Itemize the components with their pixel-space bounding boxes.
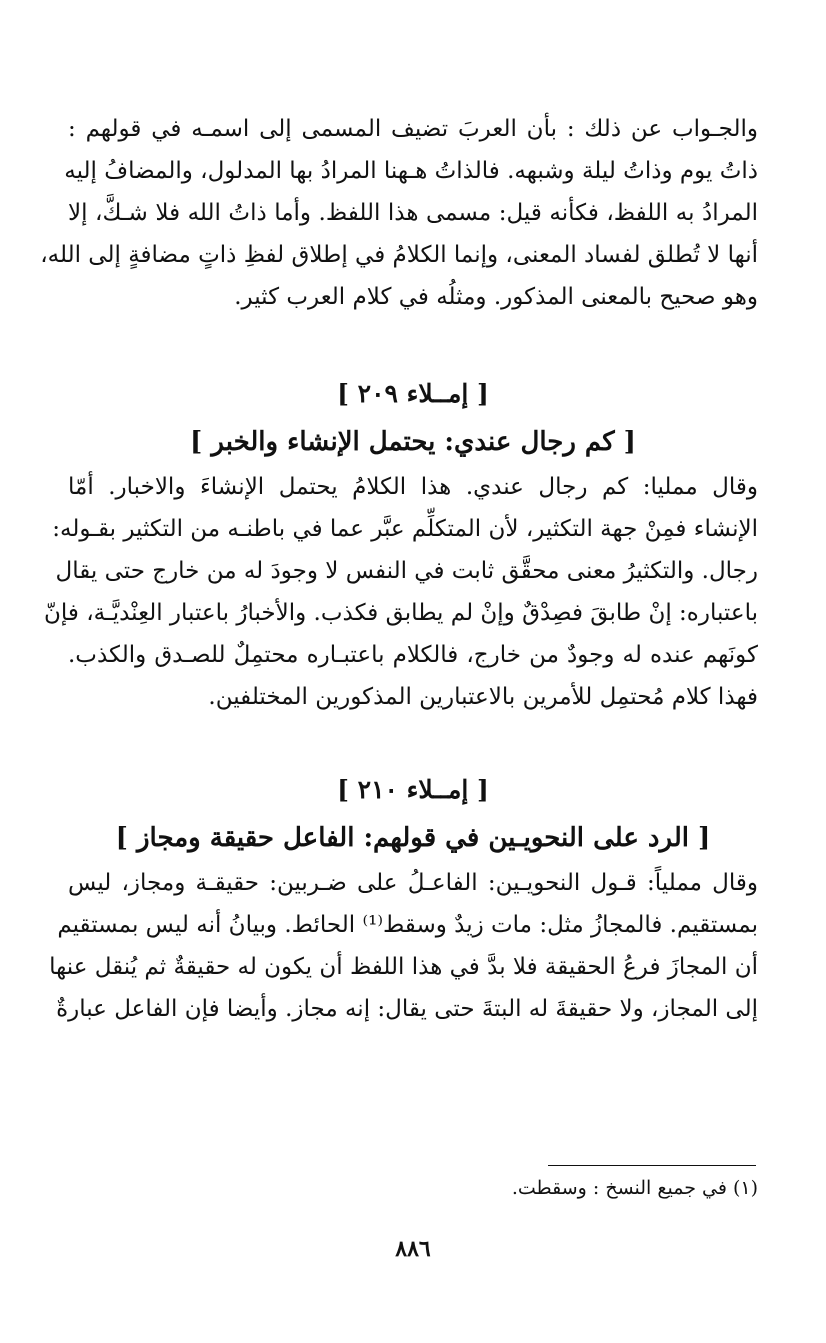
text-line: باعتباره: إنْ طابقَ فصِدْقٌ وإنْ لم يطابق فكذب. والأخبارُ باعتبار العِنْديَّـة، فإنّ: [44, 600, 758, 626]
text-line: المرادُ به اللفظ، فكأنه قيل: مسمى هذا اللفظ. وأما ذاتُ الله فلا شـكَّ، إلا: [68, 200, 758, 226]
text-line: كونَهم عنده له وجودٌ من خارج، فالكلام باعتبـاره محتمِلٌ للصـدق والكذب.: [68, 642, 758, 668]
text-line: رجال. والتكثيرُ معنى محقَّق ثابت في النفس لا وجودَ له من خارج حتى يقال: [55, 558, 758, 584]
imla-209-paragraph: [44, 466, 758, 718]
text-line: وقال مملياً: قـول النحويـين: الفاعـلُ على ضـربين: حقيقـة ومجاز، ليس: [68, 870, 758, 896]
intro-paragraph: [40, 108, 758, 318]
text-line: الإنشاء فمِنْ جهة التكثير، لأن المتكلِّم عبَّر عما في باطنـه من التكثير بقـوله:: [52, 516, 758, 542]
imla-210-title: [ الرد على النحويـين في قولهم: الفاعل حقيقة ومجاز ]: [115, 823, 711, 853]
text-line: أنها لا تُطلق لفساد المعنى، وإنما الكلامُ في إطلاق لفظِ ذاتٍ مضافةٍ إلى الله،: [40, 242, 758, 268]
text-line: إلى المجاز، ولا حقيقةَ له البتةَ حتى يقال: إنه مجاز. وأيضا فإن الفاعل عبارةٌ: [56, 996, 758, 1022]
page-number: ٨٨٦: [395, 1236, 431, 1262]
footnote-divider: [548, 1165, 756, 1166]
footnote: (١) في جميع النسخ : وسقطت.: [511, 1177, 758, 1199]
text-line: وقال ممليا: كم رجال عندي. هذا الكلامُ يحتمل الإنشاءَ والاخبار. أمّا: [68, 474, 758, 500]
imla-209-title: [ كم رجال عندي: يحتمل الإنشاء والخبر ]: [190, 427, 636, 457]
text-line: فهذا كلام مُحتمِل للأمرين بالاعتبارين المذكورين المختلفين.: [208, 684, 758, 710]
page-body: [40, 108, 758, 1030]
imla-210-label: [ إمــلاء ٢١٠ ]: [337, 775, 489, 804]
imla-210-paragraph: [49, 862, 758, 1030]
text-line: والجـواب عن ذلك : بأن العربَ تضيف المسمى إلى اسمـه في قولهم :: [68, 116, 758, 142]
imla-209-label: [ إمــلاء ٢٠٩ ]: [337, 379, 489, 408]
text-line: أن المجازَ فرعُ الحقيقة فلا بدَّ في هذا اللفظ أن يكون له حقيقةٌ ثم يُنقل عنها: [49, 954, 758, 980]
text-line: ذاتُ يوم وذاتُ ليلة وشبهه. فالذاتُ هـهنا المرادُ بها المدلول، والمضافُ إليه: [64, 158, 758, 184]
text-line: بمستقيم. فالمجازُ مثل: مات زيدٌ وسقط⁽¹⁾ الحائط. وبيانُ أنه ليس بمستقيم: [57, 912, 758, 938]
text-line: وهو صحيح بالمعنى المذكور. ومثلُه في كلام العرب كثير.: [234, 284, 758, 310]
